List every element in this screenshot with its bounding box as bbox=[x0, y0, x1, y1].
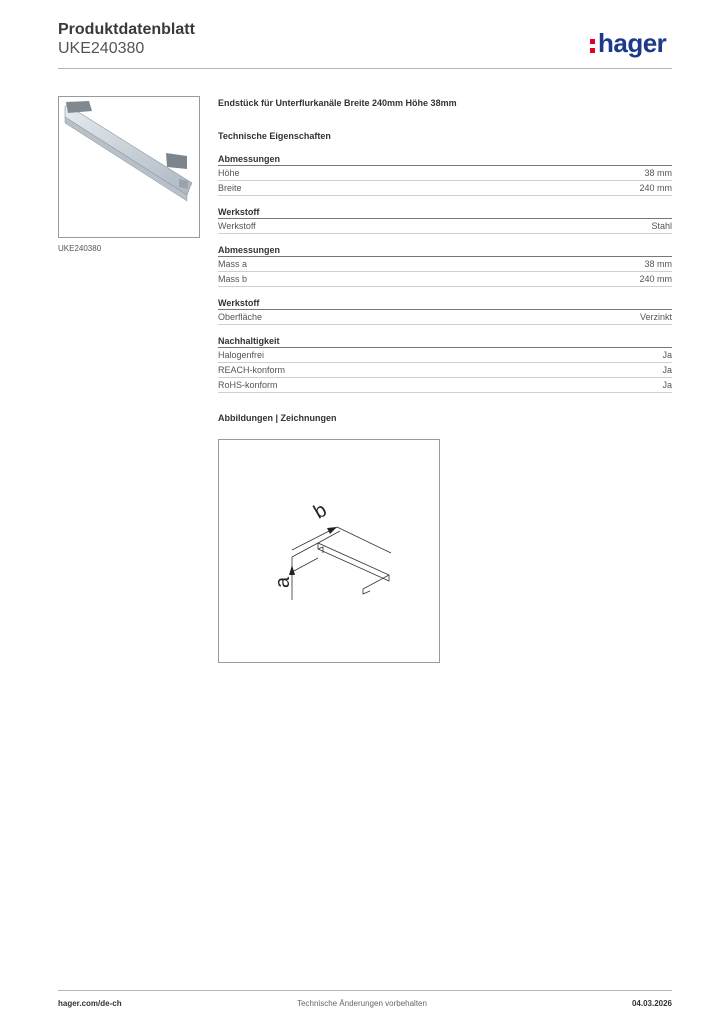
spec-label: Mass a bbox=[218, 259, 248, 269]
section-heading: Nachhaltigkeit bbox=[218, 335, 672, 348]
footer-website-link[interactable]: hager.com/de-ch bbox=[58, 999, 122, 1008]
spec-value: 240 mm bbox=[639, 274, 672, 284]
section-heading: Abmessungen bbox=[218, 244, 672, 257]
dimension-label-a: a bbox=[272, 576, 294, 588]
spec-value: Ja bbox=[662, 365, 672, 375]
footer-date: 04.03.2026 bbox=[631, 999, 672, 1008]
product-title: Endstück für Unterflurkanäle Breite 240mm Höhe 38mm bbox=[218, 98, 457, 108]
spec-row bbox=[218, 219, 672, 234]
product-code: UKE240380 bbox=[58, 40, 145, 57]
spec-value: 240 mm bbox=[639, 183, 672, 193]
logo-text: hager bbox=[598, 28, 667, 58]
spec-value: Stahl bbox=[651, 221, 672, 231]
spec-row bbox=[218, 166, 672, 181]
spec-row bbox=[218, 363, 672, 378]
section-material-2 bbox=[218, 297, 672, 325]
footer-disclaimer: Technische Änderungen vorbehalten bbox=[297, 999, 427, 1008]
section-heading: Werkstoff bbox=[218, 297, 672, 310]
header-divider bbox=[58, 68, 672, 69]
section-heading: Abmessungen bbox=[218, 153, 672, 166]
spec-label: Oberfläche bbox=[218, 312, 263, 322]
section-sustainability bbox=[218, 335, 672, 393]
footer-divider bbox=[58, 990, 672, 991]
dimension-drawing-icon bbox=[219, 440, 439, 662]
hager-logo bbox=[590, 28, 666, 59]
page-title: Produktdatenblatt bbox=[58, 21, 195, 38]
image-caption: UKE240380 bbox=[58, 244, 102, 253]
specification-panel bbox=[218, 96, 672, 425]
spec-value: 38 mm bbox=[644, 168, 672, 178]
spec-row bbox=[218, 272, 672, 287]
logo-dots-icon bbox=[590, 33, 596, 55]
drawings-title: Abbildungen | Zeichnungen bbox=[218, 413, 337, 423]
section-dimensions bbox=[218, 153, 672, 196]
tech-properties-title: Technische Eigenschaften bbox=[218, 131, 331, 141]
spec-label: Mass b bbox=[218, 274, 248, 284]
spec-label: RoHS-konform bbox=[218, 380, 278, 390]
product-image bbox=[58, 96, 200, 238]
spec-value: 38 mm bbox=[644, 259, 672, 269]
end-piece-photo-icon bbox=[59, 97, 199, 237]
spec-label: Höhe bbox=[218, 168, 240, 178]
section-dimensions-2 bbox=[218, 244, 672, 287]
spec-row bbox=[218, 181, 672, 196]
spec-row bbox=[218, 310, 672, 325]
spec-value: Verzinkt bbox=[639, 312, 672, 322]
spec-label: Breite bbox=[218, 183, 242, 193]
section-material bbox=[218, 206, 672, 234]
spec-label: Werkstoff bbox=[218, 221, 256, 231]
section-heading: Werkstoff bbox=[218, 206, 672, 219]
spec-label: Halogenfrei bbox=[218, 350, 265, 360]
dimension-label-b: b bbox=[310, 498, 331, 524]
spec-row bbox=[218, 378, 672, 393]
spec-value: Ja bbox=[662, 380, 672, 390]
spec-row bbox=[218, 348, 672, 363]
spec-row bbox=[218, 257, 672, 272]
technical-drawing bbox=[218, 439, 440, 663]
spec-value: Ja bbox=[662, 350, 672, 360]
spec-label: REACH-konform bbox=[218, 365, 286, 375]
